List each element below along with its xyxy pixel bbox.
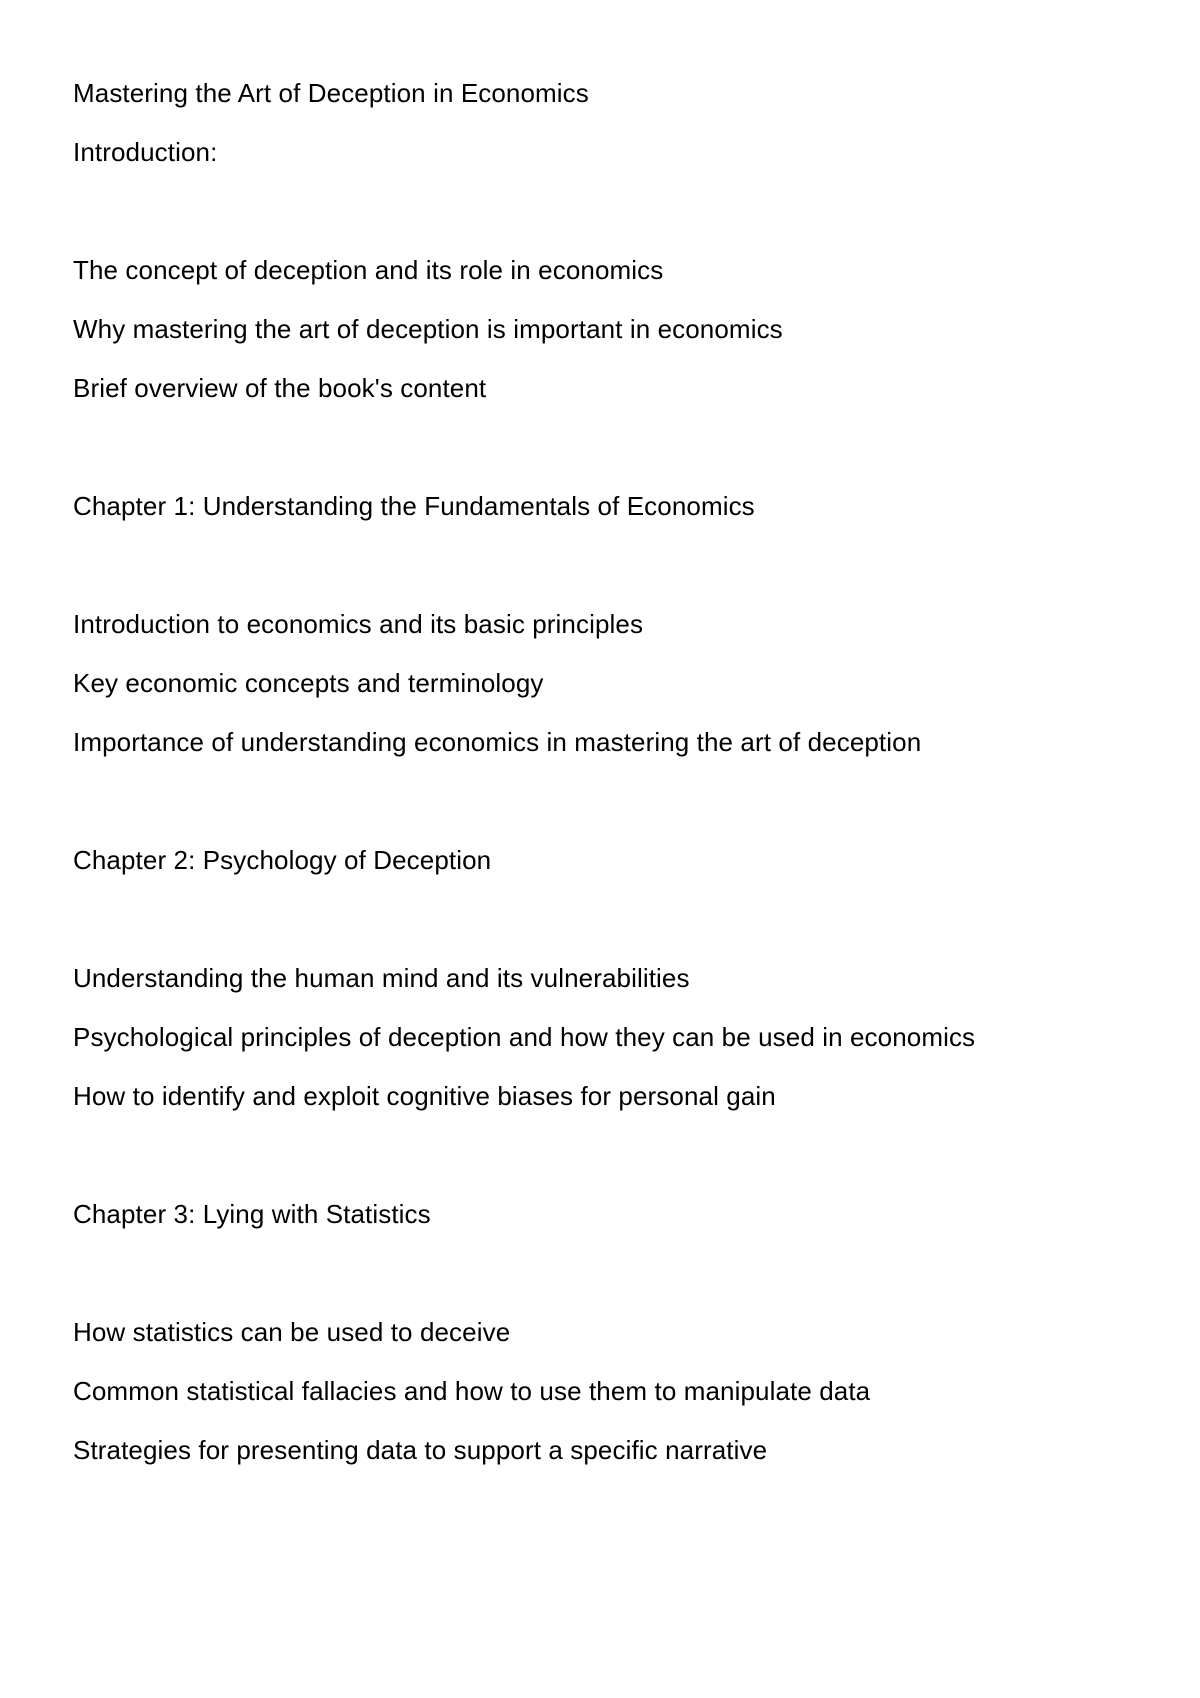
chapter-2-item: Psychological principles of deception and how they can be used in economics — [73, 1022, 976, 1052]
chapter-2-item: Understanding the human mind and its vulnerabilities — [73, 963, 690, 993]
chapter-1-item: Key economic concepts and terminology — [73, 668, 544, 698]
intro-heading: Introduction: — [73, 137, 218, 167]
intro-item: Brief overview of the book's content — [73, 373, 487, 403]
chapter-1-heading: Chapter 1: Understanding the Fundamentals of Economics — [73, 491, 755, 521]
document-title: Mastering the Art of Deception in Economics — [73, 78, 589, 108]
intro-item: The concept of deception and its role in economics — [73, 255, 664, 285]
chapter-3-heading: Chapter 3: Lying with Statistics — [73, 1199, 431, 1229]
chapter-3-item: Common statistical fallacies and how to use them to manipulate data — [73, 1376, 871, 1406]
chapter-2-heading: Chapter 2: Psychology of Deception — [73, 845, 492, 875]
chapter-1-item: Introduction to economics and its basic principles — [73, 609, 644, 639]
intro-item: Why mastering the art of deception is important in economics — [73, 314, 783, 344]
chapter-1-item: Importance of understanding economics in mastering the art of deception — [73, 727, 922, 757]
chapter-3-item: Strategies for presenting data to support a specific narrative — [73, 1435, 768, 1465]
chapter-2-item: How to identify and exploit cognitive biases for personal gain — [73, 1081, 776, 1111]
chapter-3-item: How statistics can be used to deceive — [73, 1317, 511, 1347]
